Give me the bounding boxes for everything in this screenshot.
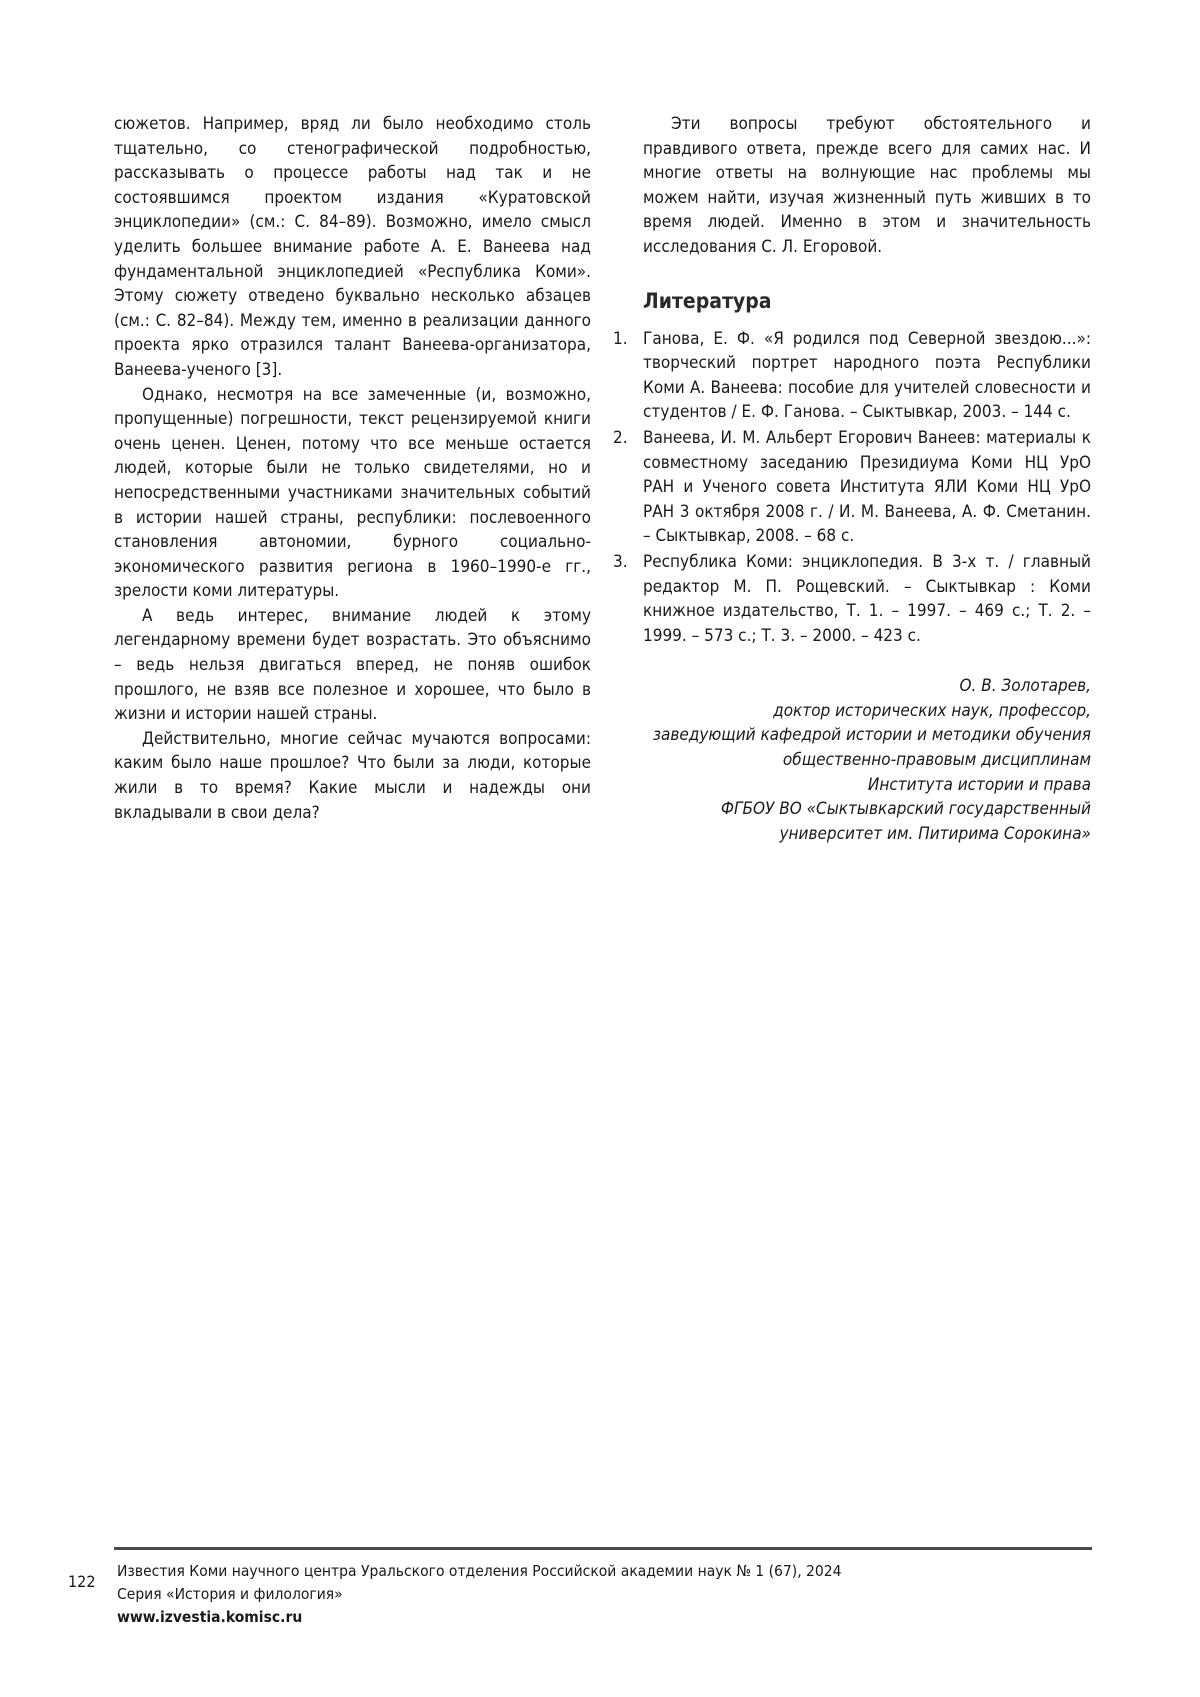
body-paragraph: А ведь интерес, внимание людей к этому легендарному времени будет возрастать. Это объяснимо – ведь нельзя двигаться вперед, не поняв ошибок прошлого, не взяв все полезное и хорошее, что было в жизни и истории нашей страны. (114, 605, 591, 725)
reference-item (613, 426, 1091, 549)
body-paragraph: сюжетов. Например, вряд ли было необходимо столь тщательно, со стенографической подробностью, рассказывать о процессе работы над так и не состоявшимся проектом издания «Куратовской энциклопедии» (см.: С. 84–89). Возможно, имело смысл уделить большее внимание работе А. Е. Ванеева над фундаментальной энциклопедией «Республика Коми». Этому сюжету отведено буквально несколько абзацев (см.: С. 82–84). Между тем, именно в реализации данного проекта ярко отразился талант Ванеева-организатора, Ванеева-ученого [3]. (114, 114, 591, 380)
footer (117, 1560, 842, 1629)
body-paragraph: Однако, несмотря на все замеченные (и, возможно, пропущенные) погрешности, текст рецензируемой книги очень ценен. Ценен, потому что все меньше остается людей, которые были не только свидетелями, но и непосредственными участниками значительных событий в истории нашей страны, республики: послевоенного становления автономии, бурного социально-экономического развития региона в 1960–1990-е гг., зрелости коми литературы. (114, 384, 591, 602)
author-position: заведующий кафедрой истории и методики обучения (652, 725, 1091, 746)
author-university-cont: университет им. Питирима Сорокина» (779, 823, 1091, 844)
author-signature (643, 674, 1091, 846)
page-number: 122 (68, 1572, 96, 1591)
left-column (114, 112, 591, 825)
body-paragraph: Эти вопросы требуют обстоятельного и правдивого ответа, прежде всего для самих нас. И многие ответы на волнующие нас проблемы мы можем найти, изучая жизненный путь живших в то время людей. Именно в этом и значительность исследования С. Л. Егоровой. (643, 114, 1091, 257)
author-institute: Института истории и права (867, 774, 1091, 795)
footer-divider (114, 1547, 1092, 1550)
references-list (613, 327, 1091, 649)
references-heading: Литература (643, 288, 772, 313)
author-position-cont: общественно-правовым дисциплинам (782, 750, 1091, 771)
reference-item (613, 327, 1091, 425)
journal-title: Известия Коми научного центра Уральского отделения Российской академии наук № 1 (67), 2024 (117, 1562, 842, 1580)
right-column (613, 112, 1091, 846)
reference-text: Республика Коми: энциклопедия. В 3-х т. / главный редактор М. П. Рощевский. – Сыктывкар : Коми книжное издательство, Т. 1. – 1997. – 469 с.; Т. 2. – 1999. – 573 с.; Т. 3. – 2000. – 423 с. (643, 551, 1091, 646)
author-degree: доктор исторических наук, профессор, (773, 700, 1091, 721)
reference-item (613, 550, 1091, 648)
author-name: О. В. Золотарев, (959, 676, 1091, 697)
journal-series: Серия «История и филология» (117, 1585, 343, 1603)
reference-number: 1. (613, 328, 628, 349)
reference-text: Ванеева, И. М. Альберт Егорович Ванеев: материалы к совместному заседанию Президиума Коми НЦ УрО РАН и Ученого совета Института ЯЛИ Коми НЦ УрО РАН 3 октября 2008 г. / И. М. Ванеева, А. Ф. Сметанин. – Сыктывкар, 2008. – 68 с. (643, 427, 1091, 547)
author-university: ФГБОУ ВО «Сыктывкарский государственный (720, 799, 1091, 820)
reference-number: 3. (613, 551, 628, 572)
reference-text: Ганова, Е. Ф. «Я родился под Северной звездою...»: творческий портрет народного поэта Республики Коми А. Ванеева: пособие для учителей словесности и студентов / Е. Ф. Ганова. – Сыктывкар, 2003. – 144 с. (643, 328, 1091, 423)
body-paragraph: Действительно, многие сейчас мучаются вопросами: каким было наше прошлое? Что были за люди, которые жили в то время? Какие мысли и надежды они вкладывали в свои дела? (114, 728, 591, 823)
journal-url[interactable]: www.izvestia.komisc.ru (117, 1608, 303, 1626)
reference-number: 2. (613, 427, 628, 448)
